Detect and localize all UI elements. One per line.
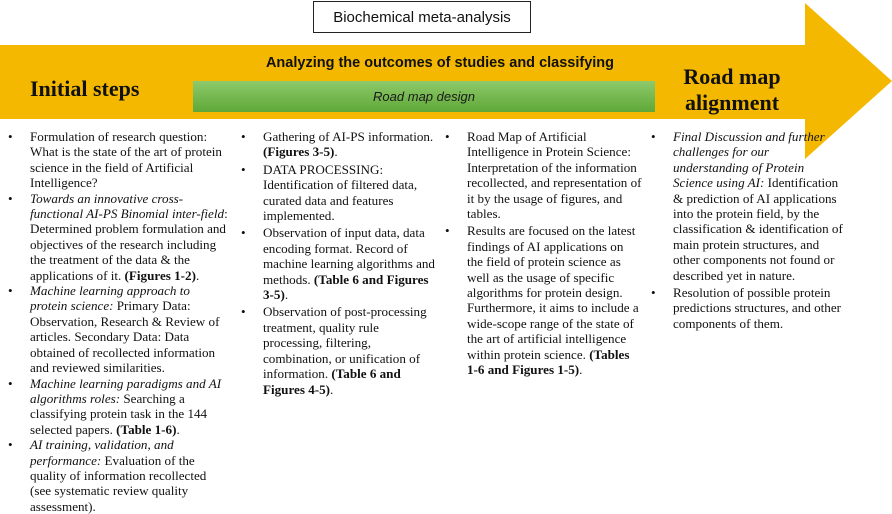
bullet-text: Results are focused on the latest findings of AI applications on the field of protein science as well as the usage of specific algorithms for protein design. Furthermore, it aims to include a wide-scope range of the state of the art of artificial intelligence within protein science. [467, 223, 639, 362]
bullet-ref: (Table 6 and Figures 3-5) [263, 271, 429, 303]
col2-bullet-item [233, 304, 438, 396]
column-data-processing [233, 129, 438, 399]
bullet-tail: . [330, 381, 334, 397]
col1-bullet-item [0, 283, 230, 375]
bullet-text: Identification & prediction of AI applications into the protein field, by the classification & identification of main protein structures, and other components not found or described yet in nature. [673, 175, 843, 283]
bullet-text: Observation of input data, data encoding format. Record of machine learning algorithms and methods. [263, 225, 435, 287]
bullet-tail: . [579, 362, 583, 378]
col3-bullet-item [437, 223, 642, 377]
col1-bullet-item [0, 191, 230, 283]
road-map-design-bar [193, 81, 655, 112]
col1-bullet-item [0, 129, 230, 191]
diagram-title-box [313, 1, 531, 33]
col4-bullet-item [643, 129, 843, 283]
bullet-text: Primary Data: Observation, Research & Review of articles. Secondary Data: Data obtained of recollected information and reviewed similarities. [30, 298, 220, 376]
bullet-em: AI training, validation, and performance: [30, 437, 174, 468]
bullet-tail: . [176, 421, 180, 437]
col1-bullet-item [0, 437, 230, 514]
bullet-text: Resolution of possible protein predictions structures, and other components of them. [673, 285, 841, 331]
bullet-em: Machine learning paradigms and AI algorithms roles: [30, 375, 222, 406]
bullet-em: Towards an innovative cross-functional AI-PS Binomial inter-field [30, 190, 225, 222]
col4-bullet-item [643, 285, 843, 331]
bullet-text: : Determined problem formulation and objectives of the research including the treatment of the data & the applications of it. [30, 206, 228, 283]
column-alignment [643, 129, 843, 333]
bullet-text: Observation of post-processing treatment, quality rule processing, filtering, combination, or unification of information. [263, 304, 427, 382]
col2-bullet-item [233, 162, 438, 224]
bullet-tail: . [334, 144, 338, 160]
column-road-map [437, 129, 642, 380]
banner-text: Analyzing the outcomes of studies and classifying [265, 55, 615, 71]
col1-bullet-item [0, 376, 230, 438]
bullet-text: Road Map of Artificial Intelligence in Protein Science: Interpretation of the information recollected, and representation of it by the usage of figures, and tables. [467, 129, 642, 222]
bullet-em: Machine learning approach to protein science: [30, 283, 190, 314]
col2-bullet-item [233, 225, 438, 302]
bullet-tail: . [284, 287, 289, 303]
bullet-ref: (Tables 1-6 and Figures 1-5) [467, 346, 630, 378]
bullet-tail: . [195, 267, 200, 283]
bullet-ref: (Table 6 and Figures 4-5) [263, 366, 401, 397]
bullet-ref: (Figures 1-2) [124, 267, 196, 283]
initial-steps-label: Initial steps [30, 76, 140, 101]
bullet-em: Final Discussion and further challenges for our understanding of Protein Science using AI: [673, 129, 825, 191]
bullet-text: DATA PROCESSING: Identification of filtered data, curated data and features implemented. [263, 161, 418, 224]
bullet-text: Gathering of AI-PS information. [263, 129, 434, 144]
bullet-ref: (Table 1-6) [116, 421, 177, 437]
bullet-text: Evaluation of the quality of information recollected (see systematic review quality assessment). [30, 452, 207, 514]
column-initial-steps [0, 129, 230, 514]
col2-bullet-item [233, 129, 438, 160]
road-map-alignment-label: Road map alignment [683, 64, 781, 115]
bullet-ref: (Figures 3-5) [263, 144, 335, 160]
bullet-text: Searching a classifying protein task in the 144 selected papers. [30, 390, 208, 437]
road-map-design-label: Road map design [373, 89, 475, 104]
col3-bullet-item [437, 129, 642, 221]
bullet-text: Formulation of research question: What is the state of the art of protein science in the field of Artificial Intelligence? [30, 129, 222, 191]
diagram-title: Biochemical meta-analysis [333, 8, 511, 26]
